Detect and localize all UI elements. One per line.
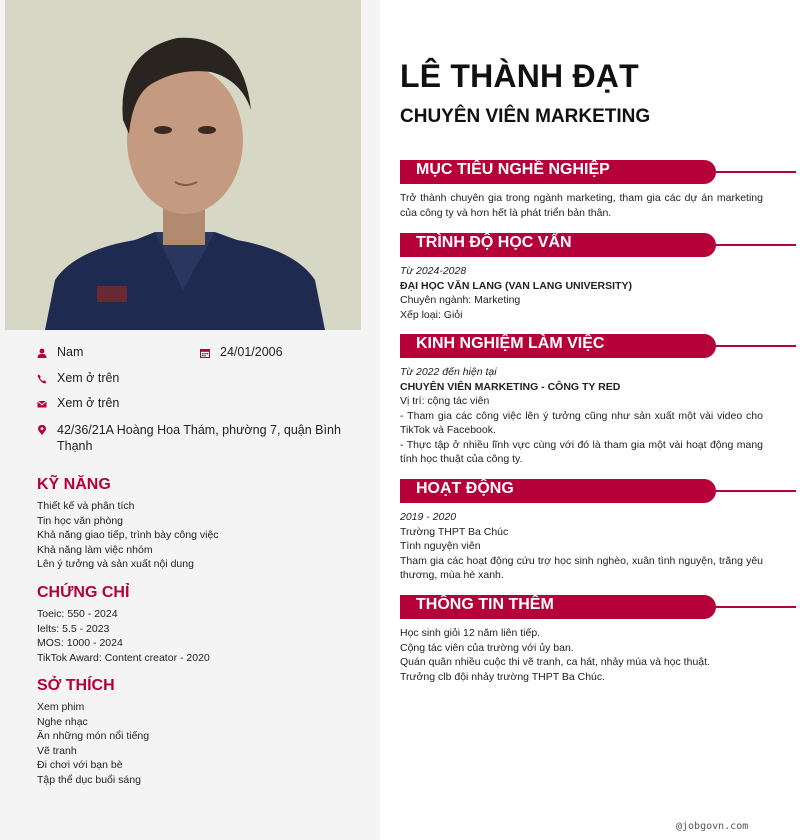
list-item: Khả năng làm việc nhóm [37, 543, 153, 556]
phone-row [37, 371, 119, 385]
list-item: Toeic: 550 - 2024 [37, 608, 118, 620]
experience-company: CHUYÊN VIÊN MARKETING - CÔNG TY RED [400, 380, 621, 393]
experience-heading-bar [400, 334, 716, 358]
activities-period: 2019 - 2020 [400, 511, 457, 523]
experience-position: Vị trí: cộng tác viên [400, 395, 490, 407]
list-item: Cộng tác viên của trường với ủy ban. [400, 641, 574, 654]
skills-heading: KỸ NĂNG [37, 476, 111, 493]
education-heading-bar [400, 233, 716, 257]
address-value: 42/36/21A Hoàng Hoa Thám, phường 7, quận Bình Thạnh [57, 423, 341, 453]
certificates-heading: CHỨNG CHỈ [37, 584, 130, 601]
education-rank: Xếp loại: Giỏi [400, 308, 463, 321]
profile-photo-illustration [5, 0, 361, 330]
experience-duty: - Thực tập ở nhiều lĩnh vực cùng với đó là tham gia một vài hoạt động mang tính học thuật của công ty. [400, 438, 763, 465]
divider [716, 490, 796, 492]
list-item: Tin học văn phòng [37, 514, 124, 527]
sidebar [0, 0, 380, 840]
additional-heading-bar [400, 595, 716, 619]
gender-value: Nam [57, 345, 84, 359]
list-item: Trưởng clb đội nhảy trường THPT Ba Chúc. [400, 670, 606, 683]
list-item: TikTok Award: Content creator - 2020 [37, 651, 210, 664]
list-item: Khả năng giao tiếp, trình bày công việc [37, 529, 219, 541]
objective-heading: MỤC TIÊU NGHỀ NGHIỆP [416, 161, 610, 178]
list-item: Ăn những món nổi tiếng [37, 730, 150, 742]
objective-text: Trở thành chuyên gia trong ngành marketing, tham gia các dự án marketing của công ty và hơn hết là phát triển bản thân. [400, 192, 763, 219]
hobbies-list [37, 700, 149, 787]
activities-desc: Tham gia các hoạt động cứu trợ học sinh nghèo, xuân tình nguyện, trăng yêu thương, mùa hè xanh. [400, 554, 763, 581]
objective-heading-bar [400, 160, 716, 184]
experience-duty: - Tham gia các công việc lên ý tưởng cũng như sản xuất một vài video cho TikTok và Facebook. [400, 409, 763, 436]
divider [716, 606, 796, 608]
activities-block [400, 510, 763, 583]
activities-role: Tình nguyện viên [400, 540, 481, 552]
list-item: Vẽ tranh [37, 744, 77, 757]
birthday-row [200, 345, 283, 359]
hobbies-heading: SỞ THÍCH [37, 677, 115, 694]
phone-value: Xem ở trên [57, 371, 120, 385]
divider [716, 171, 796, 173]
list-item: Tập thể dục buổi sáng [37, 773, 141, 786]
mail-icon [37, 399, 47, 409]
phone-icon [37, 374, 47, 384]
activities-heading: HOẠT ĐỘNG [416, 480, 514, 497]
skills-list [37, 499, 219, 572]
list-item: Quán quân nhiều cuộc thi vẽ tranh, ca hát, nhảy múa và học thuật. [400, 656, 710, 668]
list-item: Ielts: 5.5 - 2023 [37, 622, 110, 635]
list-item: Học sinh giỏi 12 năm liên tiếp. [400, 627, 541, 639]
activities-heading-bar [400, 479, 716, 503]
divider [716, 345, 796, 347]
person-icon [37, 348, 47, 358]
job-title: CHUYÊN VIÊN MARKETING [400, 106, 651, 127]
birthday-value: 24/01/2006 [220, 345, 283, 359]
education-period: Từ 2024-2028 [400, 265, 467, 277]
experience-block [400, 365, 763, 467]
additional-block [400, 626, 763, 684]
divider [716, 244, 796, 246]
email-row [37, 396, 119, 410]
education-major: Chuyên ngành: Marketing [400, 294, 521, 306]
list-item: Nghe nhạc [37, 715, 88, 728]
list-item: MOS: 1000 - 2024 [37, 637, 123, 649]
gender-row [37, 345, 83, 359]
watermark: @jobgovn.com [676, 821, 749, 832]
activities-place: Trường THPT Ba Chúc [400, 525, 509, 538]
email-value: Xem ở trên [57, 396, 120, 410]
education-block [400, 264, 763, 322]
education-heading: TRÌNH ĐỘ HỌC VẤN [416, 234, 572, 251]
calendar-icon [200, 348, 210, 358]
full-name: LÊ THÀNH ĐẠT [400, 58, 639, 94]
location-pin-icon [37, 425, 47, 435]
list-item: Đi chơi với bạn bè [37, 759, 123, 771]
education-school: ĐẠI HỌC VĂN LANG (VAN LANG UNIVERSITY) [400, 279, 632, 292]
list-item: Thiết kế và phân tích [37, 500, 135, 512]
profile-photo [5, 0, 361, 330]
certificates-list [37, 607, 210, 665]
additional-heading: THÔNG TIN THÊM [416, 596, 554, 613]
experience-period: Từ 2022 đến hiện tại [400, 366, 497, 378]
list-item: Xem phim [37, 701, 85, 713]
address-row [37, 422, 347, 454]
list-item: Lên ý tưởng và sản xuất nội dung [37, 558, 194, 570]
experience-heading: KINH NGHIỆM LÀM VIỆC [416, 335, 605, 352]
